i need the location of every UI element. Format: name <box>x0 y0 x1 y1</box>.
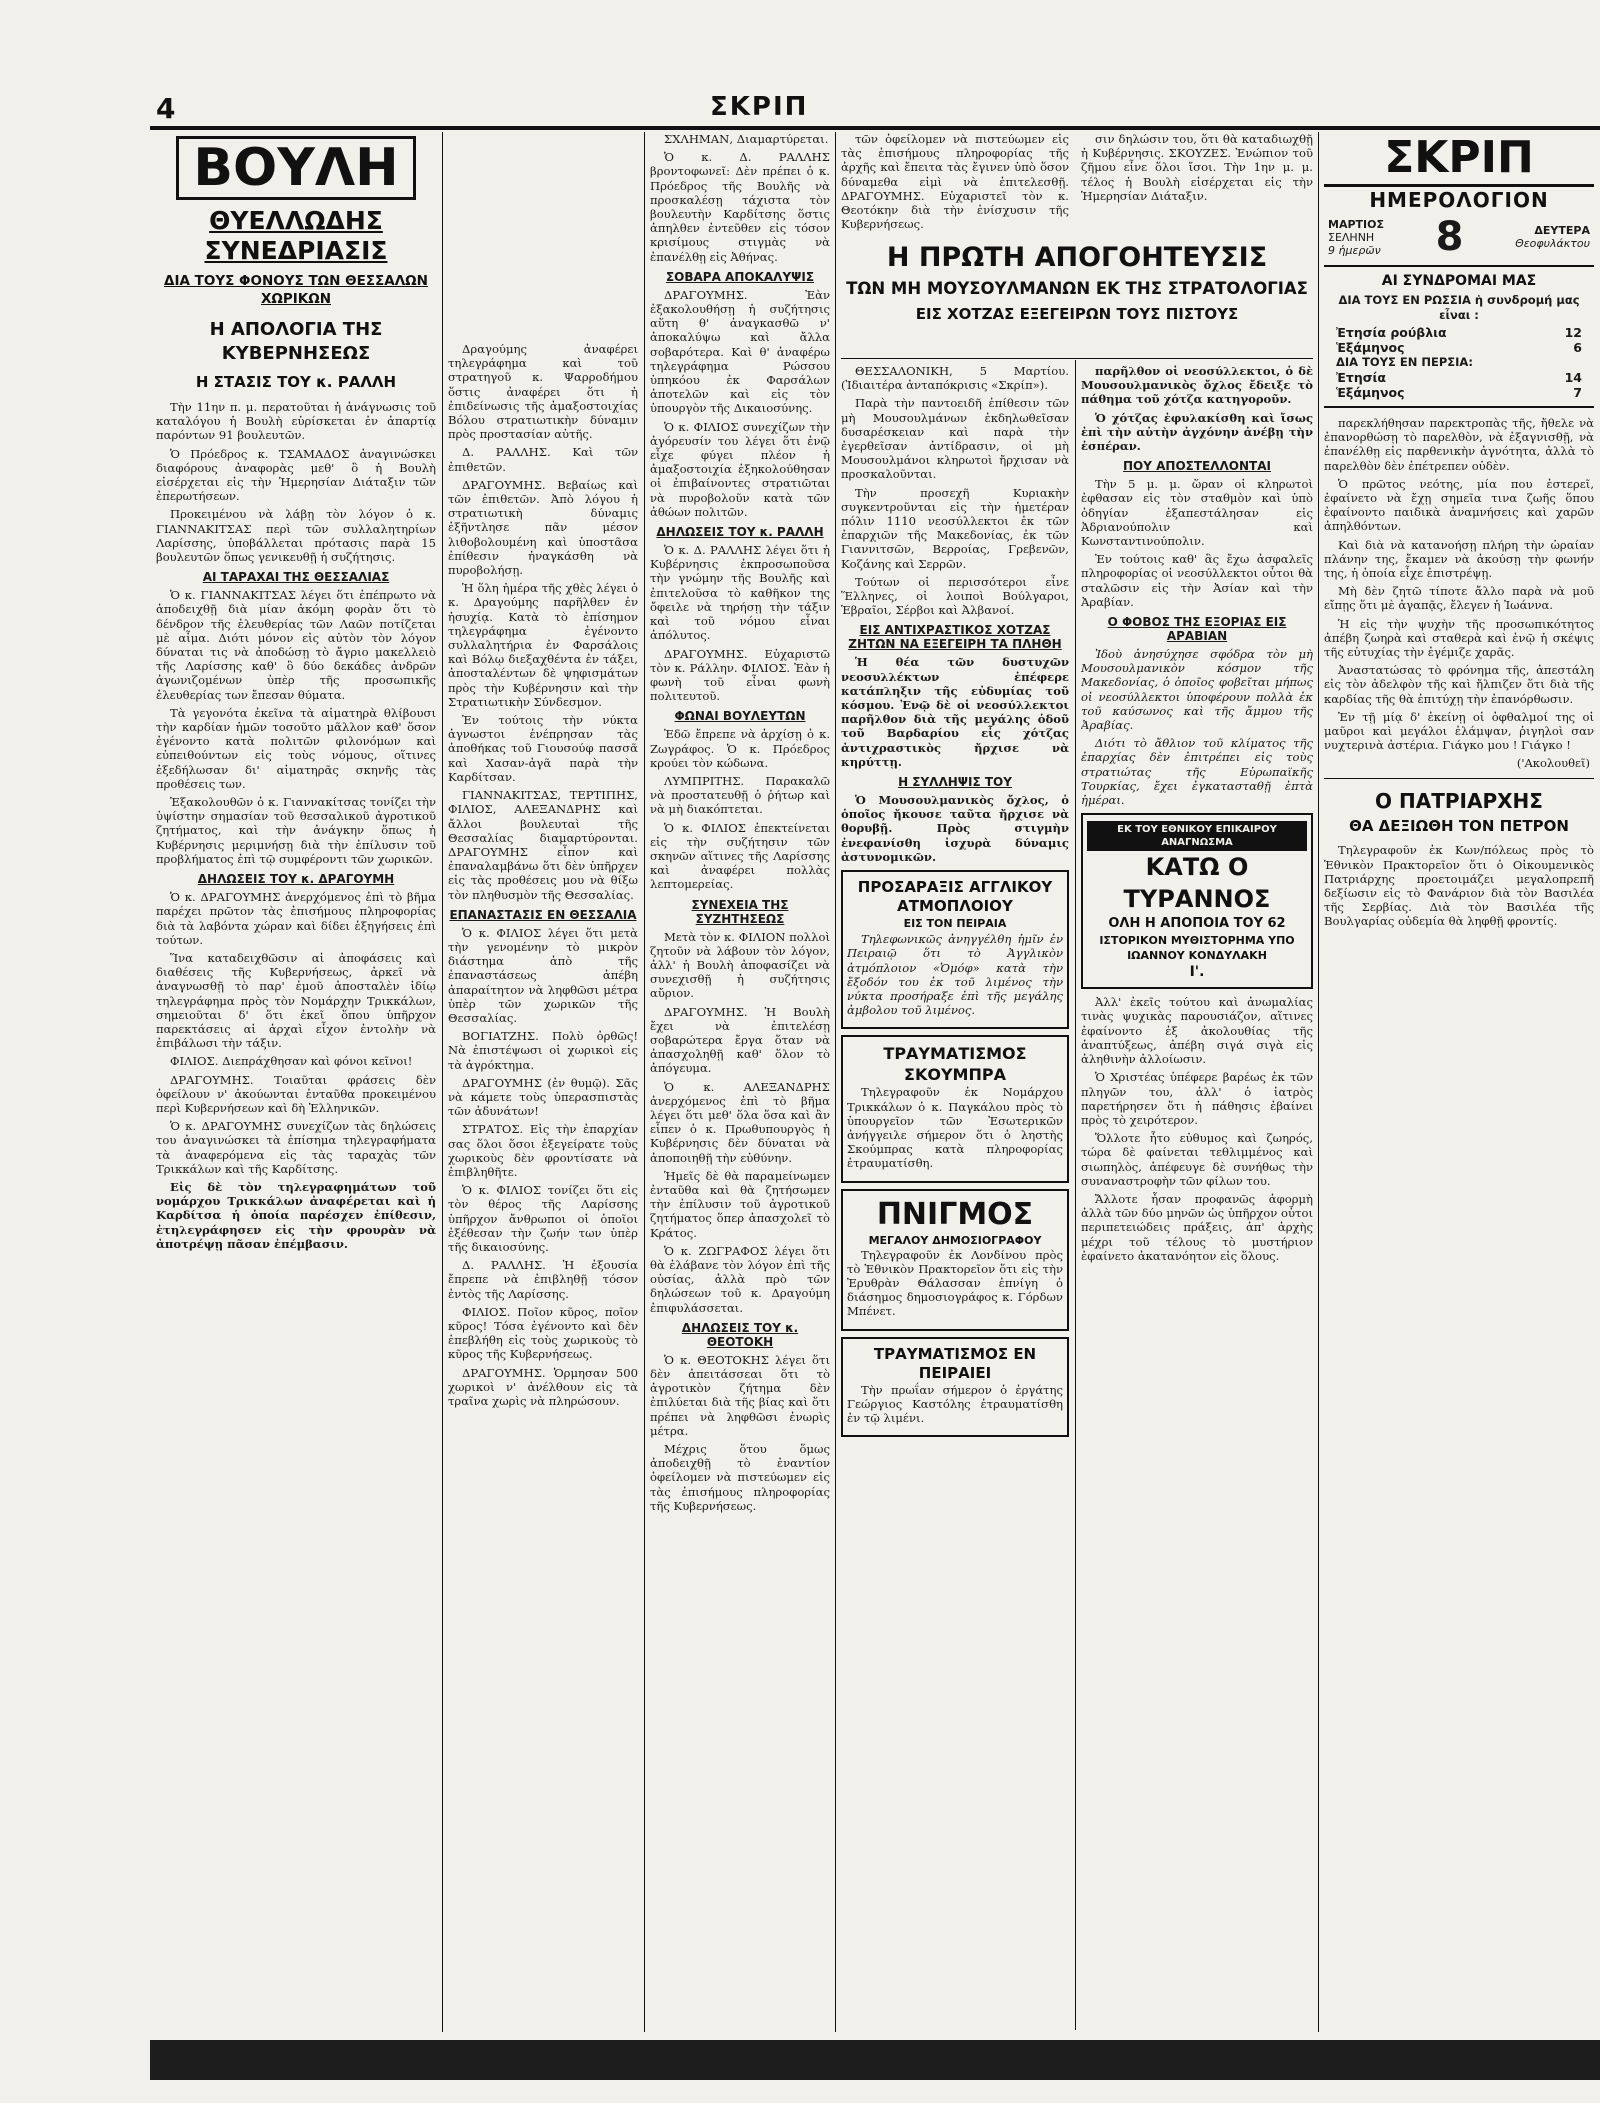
calendar-moon: ΣΕΛΗΝΗ <box>1328 230 1375 244</box>
subscription-row <box>1336 385 1582 400</box>
calendar-day-number: 8 <box>1435 214 1464 260</box>
running-title: ΣΚΡΙΠ <box>710 92 809 122</box>
notice-headline: ΤΡΑΥΜΑΤΙΣΜΟΣ ΣΚΟΥΜΠΡΑ <box>883 1044 1027 1085</box>
paragraph: Ὁ χότζας ἐφυλακίσθη καὶ ἴσως ἐπὶ τὴν αὐτὴν ἀγχόνην ἀνέβῃ τὴν ἐσπέραν. <box>1081 410 1313 454</box>
headline-apology: Η ΑΠΟΛΟΓΙΑ ΤΗΣ ΚΥΒΕΡΝΗΣΕΩΣ <box>209 319 383 364</box>
column-6 <box>1324 132 1594 2032</box>
paragraph: Προκειμένου νὰ λάβῃ τὸν λόγον ὁ κ. ΓΙΑΝΝΑΚΙΤΣΑΣ περὶ τῶν συλλαλητηρίων Λαρίσσης, ὑποβάλλεται πρότασις παρὰ 15 βουλευτῶν ὅπως γενικευθῇ ἡ συζήτησις. <box>156 507 436 565</box>
column-rule <box>442 132 443 2032</box>
paragraph: Ὁ κ. Δ. ΡΑΛΛΗΣ βροντοφωνεῖ: Δὲν πρέπει ὁ κ. Πρόεδρος τῆς Βουλῆς νὰ προσκαλέσῃ τάχιστα τὸν βουλευτὴν Καρδίτσης ὅστις ἀπηλθεν ἐντεῦθεν εἰς τόσον κρισίμους στιγμὰς νὰ ἐπανέλθῃ εἰς Ἀθήνας. <box>650 150 830 264</box>
serial-novel-box <box>1081 813 1313 989</box>
paragraph: Ὁ κ. ΦΙΛΙΟΣ λέγει ὅτι μετὰ τὴν γενομένην τὸ μικρὸν διάστημα ἀπὸ τῆς ἐπαναστάσεως ἀπέβη ἀπαραίτητον νὰ ληφθῶσι μέτρα ὑπὲρ τῶν χωρικῶν τῆς Θεσσαλίας. <box>448 925 638 1025</box>
headline-peter: ΘΑ ΔΕΞΙΩΘΗ ΤΟΝ ΠΕΤΡΟΝ <box>1349 817 1569 836</box>
calendar-moon-age: 9 ἡμερῶν <box>1328 243 1381 257</box>
paragraph: Ὁ κ. ΘΕΟΤΟΚΗΣ λέγει ὅτι δὲν ἀπειτάσσεαι ὅτι τὸ ἀγροτικὸν ζήτημα δὲν ἐπιλύεται διὰ τῆς βίας καὶ ὅτι πρέπει νὰ ληφθῶσι ἐνωρὶς μέτρα. <box>650 1352 830 1438</box>
column-rule <box>1318 132 1319 2032</box>
paragraph: Τηλεγραφοῦν ἐκ Κων/πόλεως πρὸς τὸ Ἑθνικὸν Πρακτορεῖον ὅτι ὁ Οἰκουμενικὸς Πατριάρχης προετοιμάζει μεγαλοπρεπῆ δεξίωσιν εἰς τὸ Φανάριον διὰ τὸν Βασιλέα τῆς Σερβίας. Διὰ τὸν Βασιλέα τῆς Βουλγαρίας οὐδεμία θὰ ληφθῇ φροντίς. <box>1324 843 1594 929</box>
paragraph: Τούτων οἱ περισσότεροι εἶνε Ἕλληνες, οἱ λοιποὶ Βούλγαροι, Ἑβραῖοι, Σέρβοι καὶ Ἀλβανοί. <box>841 574 1069 618</box>
divider <box>1324 406 1594 408</box>
banner-rule <box>841 358 1313 359</box>
subscription-value: 7 <box>1573 385 1582 400</box>
notice-subheadline: ΕΙΣ ΤΟΝ ΠΕΙΡΑΙΑ <box>903 917 1007 931</box>
subheading: ΦΩΝΑΙ ΒΟΥΛΕΥΤΩΝ <box>674 709 806 724</box>
subscription-label: Ἐτησία ρούβλια <box>1336 325 1447 340</box>
paragraph: Ὁ Πρόεδρος κ. ΤΣΑΜΑΔΟΣ ἀναγινώσκει διαφόρους ἀναφορὰς μεθ' ὃ ἡ Βουλὴ εἰσέρχεται εἰς τὴν Ἡμερησίαν Διάταξιν τῶν ἐπερωτήσεων. <box>156 446 436 504</box>
banner-headline-block <box>841 240 1313 358</box>
paragraph: ΣΤΡΑΤΟΣ. Εἰς τὴν ἐπαρχίαν σας ὅλοι ὅσοι ἐξεγείρατε τοὺς χωρικοὺς δὲν φροντίσατε νὰ ἐπιβληθῆτε. <box>448 1122 638 1179</box>
paragraph: Ἡ εἰς τὴν ψυχὴν τῆς προσωπικότητος ἀπέβη ζωηρὰ καὶ σταθερὰ καὶ ἐνῷ ἡ σκέψις τῆς εὐτυχίας τὴν ἐγέμιζε χαρᾶς. <box>1324 616 1594 660</box>
headline-vouli: ΒΟΥΛΗ <box>176 136 416 200</box>
subscription-row <box>1336 340 1582 355</box>
paragraph: Ὁ κ. ΦΙΛΙΟΣ ἐπεκτείνεται εἰς τὴν συζήτησιν τῶν σκηνῶν αἵτινες τῆς Λαρίσσης καὶ ἀναφέρει πολλὰς λεπτομερείας. <box>650 820 830 892</box>
paragraph: Ἐν τούτοις τὴν νύκτα ἀγνωστοι ἐνέπρησαν τὰς ἀποθήκας τοῦ Γιουσούφ πασσᾶ καὶ Χασαν-ἀγᾶ παρὰ τὴν Καρδίτσαν. <box>448 713 638 784</box>
paragraph: Τὰ γεγονότα ἐκεῖνα τὰ αἱματηρὰ θλίβουσι τὴν καρδίαν ἡμῶν τοσοῦτο μᾶλλον καθ' ὅσον ἐγένοντο κατὰ πολιτῶν φιλονόμων καὶ εὐπειθούντων εἰς τοὺς νόμους, οἵτινες ἐξεδήλωσαν δι' αἱματηρᾶς σκηνῆς τὰς προθέσεις των. <box>156 705 436 791</box>
paragraph: Ἄλλοτε ἦσαν προφανῶς ἀφορμὴ ἀλλὰ τῶν δύο μηνῶν ὡς ὑπῆρχον οὗτοι περιπετειώδεις πράξεις, ἀπ' ἀρχὴς μέχρι τοῦ τέλους τὸ μυστήριον ἐφαίνετο ἀκατανόητον εἰς ὅλους. <box>1081 1191 1313 1263</box>
dateline: ΘΕΣΣΑΛΟΝΙΚΗ, 5 Μαρτίου. (Ἰδιαιτέρα ἀνταπόκρισις «Σκρίπ»). <box>841 364 1069 393</box>
paragraph: Τηλεφωνικῶς ἀνηγγέλθη ἡμῖν ἐν Πειραιῷ ὅτι τὸ Ἀγγλικὸν ἀτμόπλοιον «Ὁμόφ» κατὰ τὴν ἔξοδόν του ἐκ τοῦ λιμένος τὴν νύκτα προσήραξε ἐπὶ τῆς μεγάλης ἀμβολου τοῦ λιμένος. <box>847 932 1063 1018</box>
paragraph: ΔΡΑΓΟΥΜΗΣ. Ἡ Βουλὴ ἔχει νὰ ἐπιτελέσῃ σοβαρώτερα ἔργα ὅταν νὰ ἀπασχοληθῇ καθ' ὅλον τὸ ἀπόγευμα. <box>650 1004 830 1076</box>
column-3 <box>650 132 830 2032</box>
paragraph: Ὁ κ. ΔΡΑΓΟΥΜΗΣ ἀνερχόμενος ἐπὶ τὸ βῆμα παρέχει πρῶτον τὰς ἐπισήμους πληροφορίας διὰ τὰ λαβόντα χώραν καὶ δίδει ἐξηγήσεις ἐπὶ τούτων. <box>156 890 436 947</box>
paragraph: Δ. ΡΑΛΛΗΣ. Καὶ τῶν ἐπιθετῶν. <box>448 445 638 474</box>
paragraph: ΦΙΛΙΟΣ. Ποῖον κῦρος, ποῖον κῦρος! Τόσα ἐγένοντο καὶ δὲν ἐπεβλήθη εἰς τοὺς χωρικοὺς τὸ κῦρος τῆς Κυβερνήσεως. <box>448 1304 638 1362</box>
calendar-saint: Θεοφυλάκτου <box>1515 237 1590 250</box>
paragraph: Ὁ πρῶτος νεότης, μία που ἐστερεῖ, ἐφαίνετο νὰ ἔχῃ σημεῖα τινα ζωῆς ὅπου ἐφαίνοντο παιδικὰ ἀναμνήσεις καὶ χαρῶν ἀπηλθόντων. <box>1324 476 1594 534</box>
paragraph: Ἐν τούτοις καθ' ἃς ἔχω ἀσφαλεῖς πληροφορίας οἱ νεοσύλλεκτοι οὗτοι θὰ σταλῶσιν εἰς τὴν Ἀσίαν καὶ τὴν Ἀραβίαν. <box>1081 552 1313 609</box>
column-5 <box>1081 364 1313 2032</box>
headline-patriarch: Ο ΠΑΤΡΙΑΡΧΗΣ <box>1375 789 1543 814</box>
subscription-row <box>1336 325 1582 340</box>
serial-chapter: Ι'. <box>1189 964 1205 981</box>
subheading: Η ΣΥΛΛΗΨΙΣ ΤΟΥ <box>898 775 1012 790</box>
paragraph: Τὴν προσεχῆ Κυριακὴν συγκεντροῦνται εἰς τὴν ἡμετέραν πόλιν 1110 νεοσύλλεκτοι ἐκ τῶν ἐπαρχιῶν τῆς Μακεδονίας, ἐκ τῶν Γιαννιτσῶν, Βερροίας, Γρεβενῶν, Κοζάνης καὶ Σερρῶν. <box>841 485 1069 571</box>
paragraph: Ὁ Μουσουλμανικὸς ὄχλος, ὁ ὁποῖος ἤκουσε ταῦτα ἤρχισε νὰ θορυβῇ. Πρὸς στιγμὴν ἐνεφανίσθη ἰσχυρὰ δύναμις ἀστυνομικῶν. <box>841 793 1069 864</box>
subscription-label: Ἐτησία <box>1336 370 1386 385</box>
headline-non-muslims: ΤΩΝ ΜΗ ΜΟΥΣΟΥΛΜΑΝΩΝ ΕΚ ΤΗΣ ΣΤΡΑΤΟΛΟΓΙΑΣ <box>846 279 1308 298</box>
subheading: ΕΙΣ ΑΝΤΙΧΡΑΣΤΙΚΟΣ ΧΟΤΖΑΣ ΖΗΤΩΝ ΝΑ ΕΞΕΓΕΙΡΗ ΤΑ ΠΛΗΘΗ <box>848 623 1062 652</box>
serial-author: ΙΣΤΟΡΙΚΟΝ ΜΥΘΙΣΤΟΡΗΜΑ ΥΠΟ ΙΩΑΝΝΟΥ ΚΟΝΔΥΛΑΚΗ <box>1099 934 1295 963</box>
subscriptions-intro-2: ΔΙΑ ΤΟΥΣ ΕΝ ΠΕΡΣΙΑ: <box>1336 355 1473 369</box>
paragraph: τῶν ὀφείλομεν νὰ πιστεύωμεν εἰς τὰς ἐπισήμους πληροφορίας τῆς ἀρχῆς καὶ ἔπειτα τὰς ἔγινεν ὑπὸ ὅσον δύναμεθα εἰμὶ νὰ ἐπιτελεσθῇ. ΔΡΑΓΟΥΜΗΣ. Εὐχαριστεῖ τὸν κ. Θεοτόκην διὰ τὴν ἐνίσχυσιν τῆς Κυβερνήσεως. <box>841 132 1069 232</box>
paragraph: Ἰδοὺ ἀνησύχησε σφόδρα τὸν μὴ Μουσουλμανικὸν κόσμον τῆς Μακεδονίας, ὁ ὁποῖος φοβεῖται μήπως οἱ νεοσύλλεκτοι ὑποφέρουν πολλὰ ἐκ τοῦ καύσωνος καὶ τῆς ἄμμου τῆς Ἀραβίας. <box>1081 647 1313 733</box>
headline-ralli-stance: Η ΣΤΑΣΙΣ ΤΟΥ κ. ΡΑΛΛΗ <box>195 373 397 391</box>
paragraph: ΓΙΑΝΝΑΚΙΤΣΑΣ, ΤΕΡΤΙΠΗΣ, ΦΙΛΙΟΣ, ΑΛΕΞΑΝΔΡΗΣ καὶ ἄλλοι βουλευταὶ τῆς Θεσσαλίας διαμαρτύρονται. ΔΡΑΓΟΥΜΗΣ εἶπον καὶ ἐπαναλαμβάνω ὅτι δὲν ὑπῆρχεν εἰς τὰς προθέσεις μου νὰ θίξω τὸν πληθυσμὸν τῆς Θεσσαλίας. <box>448 788 638 902</box>
paragraph: Ἐδῶ ἔπρεπε νὰ ἀρχίσῃ ὁ κ. Ζωγράφος. Ὁ κ. Πρόεδρος κρούει τὸν κώδωνα. <box>650 727 830 770</box>
subscription-value: 6 <box>1573 340 1582 355</box>
paragraph: Ὁ κ. ΦΙΛΙΟΣ τονίζει ὅτι εἰς τὸν θέρος τῆς Λαρίσσης ὑπῆρχον ἄνθρωποι οἱ ὁποῖοι ἐξέθεσαν τὴν ζωήν των ὑπὲρ τῆς δικαιοσύνης. <box>448 1183 638 1254</box>
paragraph: ΔΡΑΓΟΥΜΗΣ (ἐν θυμῷ). Σᾶς νὰ κάμετε τοὺς ὑπερασπιστὰς τῶν ἀδυνάτων! <box>448 1075 638 1119</box>
headline-first-disappointment: Η ΠΡΩΤΗ ΑΠΟΓΟΗΤΕΥΣΙΣ <box>886 242 1268 273</box>
page-number: 4 <box>156 92 176 125</box>
paragraph: ΔΡΑΓΟΥΜΗΣ. Βεβαίως καὶ τῶν ἐπιθετῶν. Ἀπὸ λόγου ἡ στρατιωτικὴ δύναμις ἐξῆντλησε πᾶν μέσον λιθοβολουμένη καὶ ὑποστᾶσα ἐπίθεσιν ἠναγκάσθη νὰ πυροβολήσῃ. <box>448 477 638 578</box>
paragraph: Τὴν 11ην π. μ. περατοῦται ἡ ἀνάγνωσις τοῦ καταλόγου ἡ Βουλὴ εὑρίσκεται ἐν ἀπαρτίᾳ παρόντων 91 βουλευτῶν. <box>156 400 436 443</box>
paragraph: σιν δηλώσιν του, ὅτι θὰ καταδιωχθῇ ἡ Κυβέρνησις. ΣΚΟΥΖΕΣ. Ἐνώπιον τοῦ ζῆμου εἶνε ὅλοι ἴσοι. Τὴν 1ην μ. μ. τέλος ἡ Βουλὴ εἰσέρχεται εἰς τὴν Ἡμερησίαν Διάταξιν. <box>1081 132 1313 203</box>
paragraph: Δ. ΡΑΛΛΗΣ. Ἡ ἐξουσία ἔπρεπε νὰ ἐπιβληθῇ τόσον ἐντὸς τῆς Λαρίσσης. <box>448 1258 638 1301</box>
paragraph: Εἰς δὲ τὸν τηλεγραφημάτων τοῦ νομάρχου Τρικκάλων ἀναφέρεται καὶ ἡ Καρδίτσα ἡ ὁποία παρέσχεν ἐπίθεσιν, ἐτηλεγράφησεν εἰς τὴν φρουρὰν νὰ ἀποτρέψῃ πᾶσαν ἐπέμβασιν. <box>156 1179 436 1251</box>
header-rule <box>150 126 1600 130</box>
paragraph: Ἵνα καταδειχθῶσιν αἱ ἀποφάσεις καὶ διαθέσεις τῆς Κυβερνήσεως, ἀρκεῖ νὰ ἀναγνωσθῇ τὸ παρ' ἐμοῦ ἀποσταλὲν ἰδίῳ τηλεγράφημα πρὸς τὸν Νομάρχην Τρικκάλων, σημειοῦται δ' ὅτι ἐκεῖ ὅπου ὑπῆρχον παρεκτάσεις αἱ ἀρχαὶ εἶχον ἐντολὴν νὰ ἐπιβάλωσι τὴν τάξιν. <box>156 950 436 1051</box>
paragraph: Τηλεγραφοῦν ἐκ Νομάρχου Τρικκάλων ὁ κ. Παγκάλου πρὸς τὸ ὑπουργεῖον τῶν Ἐσωτερικῶν ἀνήγγειλε σήμερον ὅτι ὁ ληστὴς Σκούμπρας κατὰ πληροφορίας ἐτραυματίσθη. <box>847 1085 1063 1171</box>
calendar-title: ΗΜΕΡΟΛΟΓΙΟΝ <box>1369 188 1549 212</box>
paragraph: Καὶ διὰ νὰ κατανοήσῃ πλήρη τὴν ὡραίαν πλάνην της, ἔκαμεν νὰ ἀκούσῃ τὴν φωνήν της, ἡ ὁποία εἶχε ἐπιστρέψῃ. <box>1324 537 1594 581</box>
subheading: Ο ΦΟΒΟΣ ΤΗΣ ΕΞΟΡΙΑΣ ΕΙΣ ΑΡΑΒΙΑΝ <box>1107 615 1287 644</box>
paragraph: Ὁ κ. ΑΛΕΞΑΝΔΡΗΣ ἀνερχόμενος ἐπὶ τὸ βῆμα λέγει ὅτι μεθ' ὅλα ὅσα καὶ ἂν εἶπεν ὁ κ. Πρωθυπουργὸς ἡ Κυβέρνησις δὲν δύναται νὰ ἀποποιηθῇ τὴν εὐθύνην. <box>650 1079 830 1165</box>
paragraph: Μὴ δὲν ζητῶ τίποτε ἄλλο παρὰ νὰ μοῦ εἴπῃς ὅτι μὲ ἀγαπᾷς, ἔλεγεν ἡ Ἰωάννα. <box>1324 584 1594 613</box>
notice-ship-grounding <box>841 870 1069 1029</box>
subscription-row <box>1336 370 1582 385</box>
paragraph: Ὁ κ. ΔΡΑΓΟΥΜΗΣ συνεχίζων τὰς δηλώσεις του ἀναγινώσκει τὰ ἐπίσημα τηλεγραφήματα τὰ ἀναφερόμενα εἰς τὰς ταραχὰς τῶν Τρικκάλων καὶ τῆς Καρδίτσης. <box>156 1119 436 1176</box>
continued-note: ('Ακολουθεῖ) <box>1516 756 1590 771</box>
paragraph: Ἀλλ' ἐκεῖς τούτου καὶ ἀνωμαλίας τινὰς ψυχικὰς παρουσιάζον, αἵτινες ἐφαίνοντο ἐξ ἀκολουθίας τῆς ἀναπτύξεως, ἀπέβη σιγά σιγὰ εἰς ἀληθινὴν ἀλλοίωσιν. <box>1081 995 1313 1067</box>
subheading: ΔΗΛΩΣΕΙΣ ΤΟΥ κ. ΘΕΟΤΟΚΗ <box>681 1320 799 1349</box>
subheading: ΔΗΛΩΣΕΙΣ ΤΟΥ κ. ΡΑΛΛΗ <box>656 525 824 540</box>
notice-headline: ΠΡΟΣΑΡΑΞΙΣ ΑΓΓΛΙΚΟΥ ΑΤΜΟΠΛΟΙΟΥ <box>857 878 1053 916</box>
serial-kicker: ΕΚ ΤΟΥ ΕΘΝΙΚΟΥ ΕΠΙΚΑΙΡΟΥ ΑΝΑΓΝΩΣΜΑ <box>1087 821 1307 851</box>
headline-session: ΘΥΕΛΛΩΔΗΣ ΣΥΝΕΔΡΙΑΣΙΣ <box>204 206 388 265</box>
paragraph: Διότι τὸ ἄθλιον τοῦ κλίματος τῆς ἐπαρχίας δὲν ἐπιτρέπει εἰς τοὺς στρατιώτας τῆς Εὐρωπαϊκῆς Τουρκίας, ἔχει ἐγκατασταθῇ ἑπτὰ ἡμέραι. <box>1081 736 1313 808</box>
paragraph: Ὅλλοτε ἦτο εὐθυμος καὶ ζωηρός, τώρα δὲ φαίνεται τεθλιμμένος καὶ σιωπηλὸς, ἀπέφευγε δὲ συνήθως τὴν συναναστροφὴν τῶν φίλων του. <box>1081 1131 1313 1188</box>
column-5-top <box>1081 132 1313 232</box>
masthead-logo: ΣΚΡΙΠ <box>1324 132 1594 187</box>
paragraph: ΛΥΜΠΡΙΤΗΣ. Παρακαλῶ νὰ προστατευθῇ ὁ ῥήτωρ καὶ νὰ μὴ διακόπτεται. <box>650 773 830 817</box>
calendar-right <box>1515 224 1590 250</box>
subscriptions-intro: ΔΙΑ ΤΟΥΣ ΕΝ ΡΩΣΣΙΑ ἡ συνδρομή μας εἶναι : <box>1338 293 1580 322</box>
subheading: ΕΠΑΝΑΣΤΑΣΙΣ ΕΝ ΘΕΣΣΑΛΙΑ <box>449 907 637 922</box>
subscriptions-table <box>1336 325 1582 400</box>
paragraph: Ὁ Χριστέας ὑπέφερε βαρέως ἐκ τῶν πληγῶν του, ἀλλ' ὁ ἰατρὸς παρετήρησεν ὅτι ἡ πάθησις ἐβαίνει πρὸς τὸ χειρότερον. <box>1081 1070 1313 1127</box>
paragraph: Ἐν τῇ μίᾳ δ' ἐκείνῃ οἱ ὀφθαλμοί της οἱ μαῦροι καὶ μεγάλοι ἐλάμψαν, ῥιγηλοὶ σαν νυχτερινὰ ἀστέρια. Γιάγκο μου ! Γιάγκο ! <box>1324 709 1594 753</box>
notice-headline: ΠΝΙΓΜΟΣ <box>876 1196 1034 1232</box>
paragraph: ΔΡΑΓΟΥΜΗΣ. Εὐχαριστῶ τὸν κ. Ράλλην. ΦΙΛΙΟΣ. Ἐὰν ἡ φωνὴ τοῦ εἶναι φωνὴ πολιτευτοῦ. <box>650 646 830 704</box>
headline-murders: ΔΙΑ ΤΟΥΣ ΦΟΝΟΥΣ ΤΩΝ ΘΕΣΣΑΛΩΝ ΧΩΡΙΚΩΝ <box>164 273 428 307</box>
serial-subtitle: ΟΛΗ Η ΑΠΟΠΟΙΑ ΤΟΥ 62 <box>1108 916 1286 932</box>
calendar-left <box>1328 218 1384 257</box>
bottom-scan-band <box>150 2040 1600 2080</box>
paragraph: ΒΟΓΙΑΤΖΗΣ. Πολὺ ὀρθῶς! Νὰ ἐπιστέψωσι οἱ χωρικοὶ εἰς τὰ ἀγρόκτημα. <box>448 1029 638 1072</box>
subscription-label: Ἑξάμηνος <box>1336 385 1405 400</box>
paragraph: ΔΡΑΓΟΥΜΗΣ. Ὁρμησαν 500 χωρικοὶ ν' ἀνέλθουν εἰς τὰ τραῖνα χωρὶς νὰ πληρώσουν. <box>448 1365 638 1409</box>
paragraph: Τηλεγραφοῦν ἐκ Λονδίνου πρὸς τὸ Ἑθνικὸν Πρακτορεῖον ὅτι εἰς τὴν Ἐρυθρὰν Θάλασσαν ἐπνίγη ὁ διάσημος δημοσιογράφος κ. Γόρδων Μπένετ. <box>847 1247 1063 1319</box>
paragraph: Ὁ κ. Δ. ΡΑΛΛΗΣ λέγει ὅτι ἡ Κυβέρνησις ἐκπροσωποῦσα τὴν γνώμην τῆς Βουλῆς καὶ ἐπιτελοῦσα τὸ καθῆκον της ὄφειλε νὰ τηρήσῃ τὴν τάξιν καὶ τοῦ νόμου εἶναι ἀπόλυτος. <box>650 543 830 643</box>
notice-drowning <box>841 1189 1069 1331</box>
paragraph: Ἡμεῖς δὲ θὰ παραμείνωμεν ἐνταῦθα καὶ θὰ ζητήσωμεν τὴν ἐπίλυσιν τοῦ ἀγροτικοῦ ζητήματος ὅπερ ἀπασχολεῖ τὸ Κράτος. <box>650 1168 830 1240</box>
subscription-label: Ἑξάμηνος <box>1336 340 1405 355</box>
paragraph: ΣΧΛΗΜΑΝ, Διαμαρτύρεται. <box>664 132 829 146</box>
headline-hodja: ΕΙΣ ΧΟΤΖΑΣ ΕΞΕΓΕΙΡΩΝ ΤΟΥΣ ΠΙΣΤΟΥΣ <box>915 305 1239 323</box>
column-4-top <box>841 132 1069 232</box>
column-rule <box>644 132 645 2032</box>
paragraph: Μέχρις ὅτου ὅμως ἀποδειχθῇ τὸ ἐναντίον ὀφείλομεν νὰ πιστεύωμεν εἰς τὰς ἐπισήμους πληροφορίας τῆς Κυβερνήσεως. <box>650 1442 830 1513</box>
subheading: ΔΗΛΩΣΕΙΣ ΤΟΥ κ. ΔΡΑΓΟΥΜΗ <box>197 872 395 887</box>
serial-title: ΚΑΤΩ Ο ΤΥΡΑΝΝΟΣ <box>1123 853 1271 914</box>
column-1 <box>156 132 436 2032</box>
paragraph: παρεκλήθησαν παρεκτροπὰς τῆς, ἤθελε νὰ ἐπανορθώσῃ τὸ παρελθὸν, νὰ ἐξαγνισθῇ, νὰ ἐπανέλθῃ εἰς παρθενικὴν ἀγνότητα, ἀλλὰ τὸ παρελθὸν δὲν ἐπέτρεπεν οὐδὲν. <box>1324 416 1594 473</box>
column-rule <box>835 132 836 2032</box>
paragraph: ΦΙΛΙΟΣ. Διεπράχθησαν καὶ φόνοι κεῖνοι! <box>170 1054 413 1069</box>
paragraph: Τὴν 5 μ. μ. ὥραν οἱ κληρωτοὶ ἐφθασαν εἰς τὸν σταθμὸν καὶ ὑπὸ ὁδηγίαν ἐξαπεστάλησαν εἰς Ἀδριανούπολιν καὶ Κωνσταντινούπολιν. <box>1081 477 1313 549</box>
paragraph: ΔΡΑΓΟΥΜΗΣ. Τοιαῦται φράσεις δὲν ὀφείλουν ν' ἀκούωνται ἐνταῦθα προκειμένου περὶ Κυβερνήσεων καὶ δὴ Ἑλληνικῶν. <box>156 1072 436 1115</box>
subheading: ΣΟΒΑΡΑ ΑΠΟΚΑΛΥΨΙΣ <box>665 269 815 284</box>
paragraph: παρῆλθον οἱ νεοσύλλεκτοι, ὁ δὲ Μουσουλμανικὸς ὄχλος ἔδειξε τὸ πάθημα τοῦ χότζα κατηγοροῦν. <box>1081 364 1313 407</box>
paragraph: Ἡ ὅλη ἡμέρα τῆς χθὲς λέγει ὁ κ. Δραγούμης παρῆλθεν ἐν ἡσυχίᾳ. Κατὰ τὸ ἐπίσημον τηλεγράφημα ἐγένοντο συλλαλητήρια ἐν Φαρσάλοις καὶ Βόλῳ διεξαχθέντα ἐν τάξει, ἀποσταλέντων δὲ ψηφισμάτων πρὸς τὴν Κυβέρνησιν καὶ τὴν Στρατιωτικὴν Σύνδεσμον. <box>448 581 638 709</box>
notice-headline: ΤΡΑΥΜΑΤΙΣΜΟΣ ΕΝ ΠΕΙΡΑΙΕΙ <box>873 1344 1037 1382</box>
paragraph: Παρὰ τὴν παντοειδῆ ἐπίθεσιν τῶν μὴ Μουσουλμάνων ἐκδηλωθεῖσαν δυσαρέσκειαν καὶ παρὰ τὴν ἐγερθεῖσαν ἀντίδρασιν, οἱ μὴ Μουσουλμάνοι κληρωτοὶ ἤρχισαν νὰ προσκαλοῦνται. <box>841 396 1069 482</box>
subheading: ΑΙ ΤΑΡΑΧΑΙ ΤΗΣ ΘΕΣΣΑΛΙΑΣ <box>202 570 390 585</box>
subscription-value: 12 <box>1564 325 1582 340</box>
paragraph: ΔΡΑΓΟΥΜΗΣ. Ἐὰν ἐξακολουθήσῃ ἡ συζήτησις αὕτη θ' ἀναγκασθῶ ν' ἀποκαλύψω καὶ ἄλλα σοβαρότερα. Καὶ θ' ἀναφέρω τηλεγράφημα Ρώσσου ὑπηκόου ἐκ Φαρσάλων ἀποτελῶν καὶ εἰς τὸν ὑπουργὸν τῆς Δικαιοσύνης. <box>650 287 830 416</box>
paragraph: Ὁ κ. ΦΙΛΙΟΣ συνεχίζων τὴν ἀγόρευσίν του λέγει ὅτι ἐνῷ εἶχε φύγει πλέον ἡ ἀμαξοστοιχία ἐξηκολούθησαν οἱ ἐπιβαίνοντες στρατιῶται νὰ πυροβολοῦν κατὰ τῶν ἀθώων πολιτῶν. <box>650 419 830 519</box>
notice-subheadline: ΜΕΓΑΛΟΥ ΔΗΜΟΣΙΟΓΡΑΦΟΥ <box>868 1233 1042 1247</box>
notice-skoumbras <box>841 1035 1069 1182</box>
paragraph: Ὁ κ. ΓΙΑΝΝΑΚΙΤΣΑΣ λέγει ὅτι ἐπέπρωτο νὰ ἀποδειχθῇ διὰ μίαν ἀκόμη φορὰν ὅτι τὸ δένδρον τῆς ἐλευθερίας τῶν Λαῶν ποτίζεται μὲ αἷμα. Διότι μόνον εἰς αὐτὸν τὸν λόγον δύναται τις νὰ ἀποδώσῃ τὸ ἄγριο μακελλειὸ τῆς Λαρίσσης καθ' ὃ δύο δεκάδες ἀνδρῶν ἀγωνιζομένων ὑπὲρ τῆς προσωπικῆς ἐλευθερίας των ἔπεσαν θύματα. <box>156 588 436 702</box>
calendar-month: ΜΑΡΤΙΟΣ <box>1328 217 1384 231</box>
subheading: ΣΥΝΕΧΕΙΑ ΤΗΣ ΣΥΖΗΤΗΣΕΩΣ <box>691 897 789 926</box>
divider <box>1324 778 1594 779</box>
paragraph: Τὴν πρωΐαν σήμερον ὁ ἐργάτης Γεώργιος Καστόλης ἐτραυματίσθη ἐν τῷ λιμένι. <box>847 1382 1063 1425</box>
column-rule <box>1075 360 1076 2030</box>
subheading: ΠΟΥ ΑΠΟΣΤΕΛΛΟΝΤΑΙ <box>1123 459 1271 474</box>
paragraph: Μετὰ τὸν κ. ΦΙΛΙΟΝ πολλοὶ ζητοῦν νὰ λάβουν τὸν λόγον, ἀλλ' ἡ Βουλὴ ἀποφασίζει νὰ συνεχισθῇ ἡ συζήτησις αὔριον. <box>650 929 830 1001</box>
calendar-box <box>1324 213 1594 267</box>
paragraph: Ἐξακολουθῶν ὁ κ. Γιαννακίτσας τονίζει τὴν ὑψίστην σημασίαν τοῦ θεσσαλικοῦ ἀγροτικοῦ ζητήματος, καὶ τὴν ἀνάγκην ὅπως ἡ Κυβέρνησις μεριμνήσῃ διὰ τὴν ἐπίλυσιν τοῦ προβλήματος ἐπὶ τῷ συμφέροντι τῶν χωρικῶν. <box>156 795 436 866</box>
paragraph: Δραγούμης ἀναφέρει τηλεγράφημα καὶ τοῦ στρατηγοῦ κ. Ψαρροδήμου ὅστις ἀναφέρει ὅτι ἡ ἐπιδείνωσις τῆς ἀμαξοστοιχίας Βόλου στρατιωτικὴν δύναμιν πρὸς προστασίαν αὐτῆς. <box>448 342 638 442</box>
paragraph: Ἡ θέα τῶν δυστυχῶν νεοσυλλέκτων ἐπέφερε κατάπληξιν τῆς εὐδυμίας τοῦ κόσμου. Ἐνῷ δὲ οἱ νεοσύλλεκτοι παρῆλθον διὰ τῆς μεγάλης ὁδοῦ τοῦ Βαρδαρίου εἷς χότζας ἀντιχραστικὸς ἤρχισε νὰ κηρύττῃ. <box>841 655 1069 769</box>
paragraph: Ὁ κ. ΖΩΓΡΑΦΟΣ λέγει ὅτι θὰ ἐλάβανε τὸν λόγον ἐπὶ τῆς οὐσίας, ἀλλὰ πρὸ τῶν δηλώσεων τοῦ κ. Δραγούμη ἐπιφυλάσσεται. <box>650 1243 830 1315</box>
subscription-value: 14 <box>1564 370 1582 385</box>
column-2 <box>448 342 638 2032</box>
column-4 <box>841 364 1069 2032</box>
paragraph: Ἀναστατώσας τὸ φρόνημα τῆς, ἀπεστάλη εἰς τὸν ἀδελφὸν τῆς καὶ ἤλπιζεν ὅτι διὰ τῆς καρδίας τῆς θὰ ἐπιτύχῃ τὴν ἐπανόρθωσιν. <box>1324 663 1594 706</box>
subscriptions-title: ΑΙ ΣΥΝΔΡΟΜΑΙ ΜΑΣ <box>1381 273 1537 289</box>
page-header <box>150 92 1600 126</box>
calendar-weekday: ΔΕΥΤΕΡΑ <box>1534 224 1590 237</box>
notice-piraeus <box>841 1337 1069 1438</box>
